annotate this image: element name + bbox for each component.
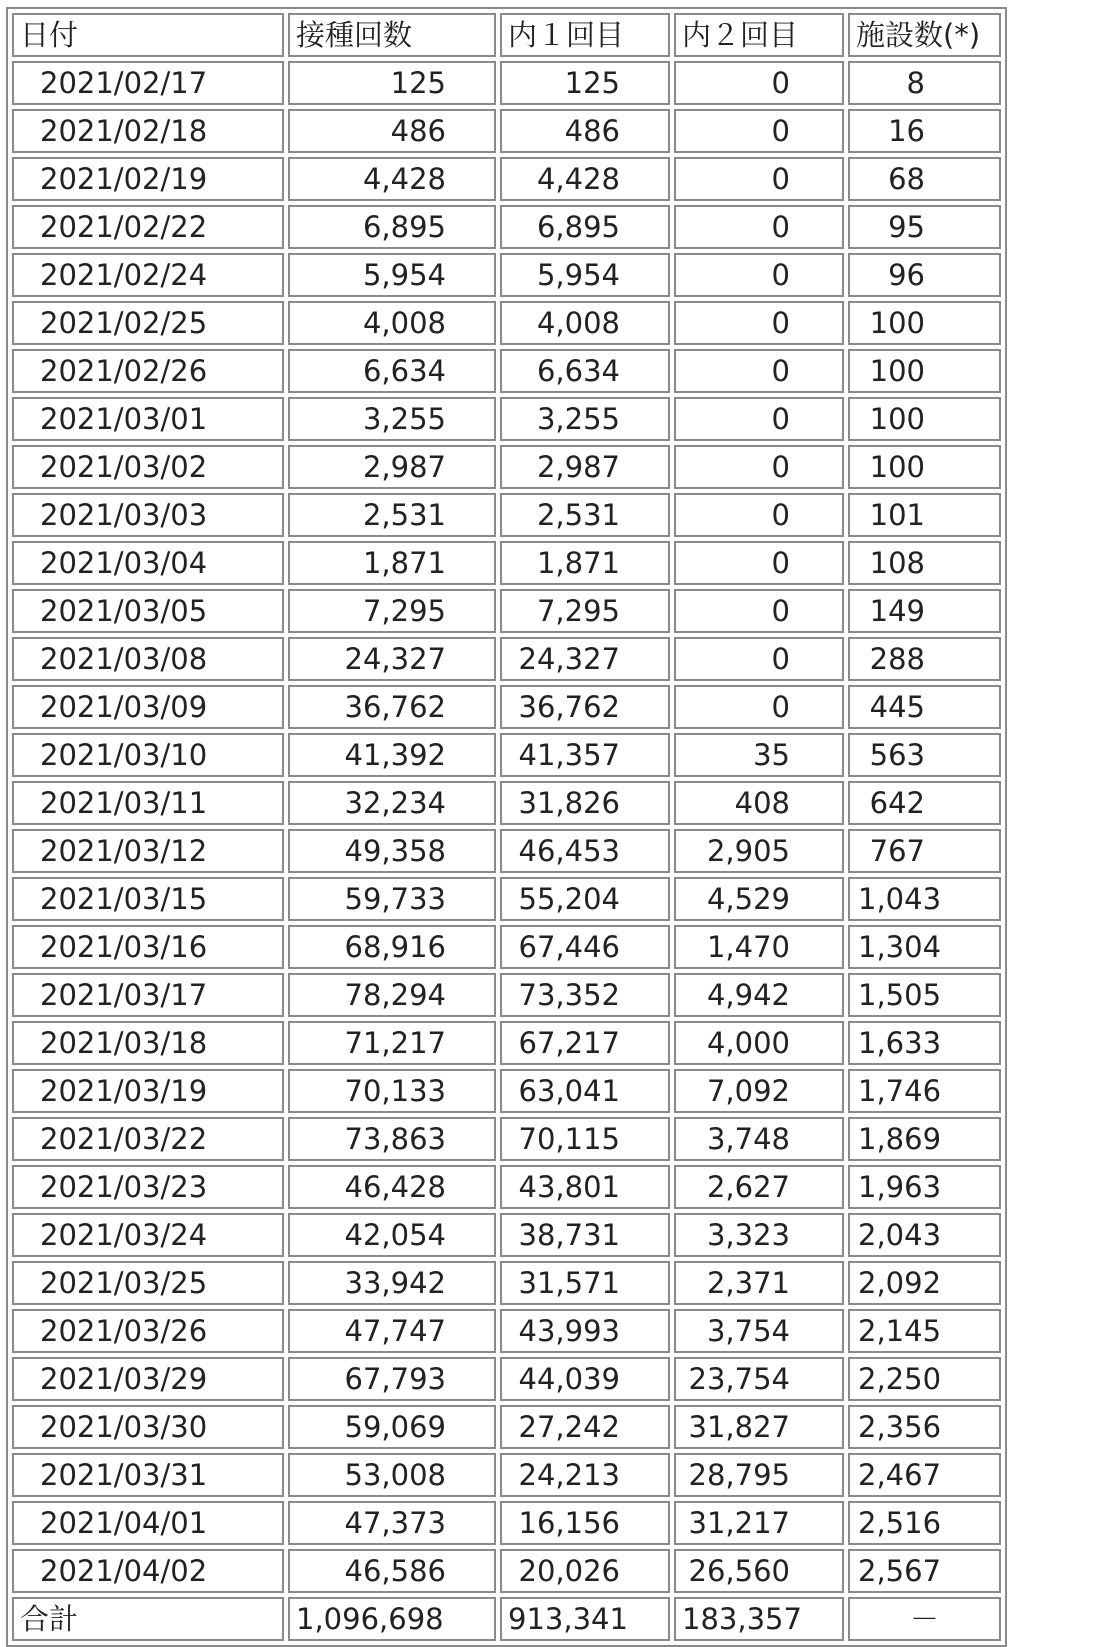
- second-dose-cell: 0: [674, 589, 844, 633]
- second-dose-cell: 0: [674, 493, 844, 537]
- facilities-cell: 2,145: [848, 1309, 1001, 1353]
- second-dose-cell: 26,560: [674, 1549, 844, 1593]
- facilities-cell: 2,250: [848, 1357, 1001, 1401]
- facilities-cell: 1,746: [848, 1069, 1001, 1113]
- total-label: 合計: [12, 1597, 284, 1641]
- header-second-dose: 内２回目: [674, 13, 844, 57]
- date-cell: 2021/03/26: [12, 1309, 284, 1353]
- table-row: [12, 397, 1001, 441]
- first-dose-cell: 24,213: [500, 1453, 670, 1497]
- total-doses-cell: 3,255: [288, 397, 496, 441]
- second-dose-cell: 0: [674, 109, 844, 153]
- date-cell: 2021/03/22: [12, 1117, 284, 1161]
- second-dose-cell: 0: [674, 349, 844, 393]
- table-row: [12, 685, 1001, 729]
- facilities-cell: 100: [848, 397, 1001, 441]
- table-row: [12, 1069, 1001, 1113]
- total-doses-cell: 59,733: [288, 877, 496, 921]
- table-row: [12, 493, 1001, 537]
- first-dose-cell: 125: [500, 61, 670, 105]
- total-doses-cell: 2,531: [288, 493, 496, 537]
- first-dose-cell: 55,204: [500, 877, 670, 921]
- table-row: [12, 1165, 1001, 1209]
- total-doses-cell: 33,942: [288, 1261, 496, 1305]
- total-doses-cell: 46,428: [288, 1165, 496, 1209]
- date-cell: 2021/03/24: [12, 1213, 284, 1257]
- date-cell: 2021/03/01: [12, 397, 284, 441]
- table-row: [12, 925, 1001, 969]
- first-dose-cell: 3,255: [500, 397, 670, 441]
- date-cell: 2021/02/19: [12, 157, 284, 201]
- second-dose-cell: 2,627: [674, 1165, 844, 1209]
- date-cell: 2021/03/12: [12, 829, 284, 873]
- table-row: [12, 1357, 1001, 1401]
- table-body: [12, 13, 1001, 1641]
- first-dose-cell: 73,352: [500, 973, 670, 1017]
- date-cell: 2021/03/11: [12, 781, 284, 825]
- first-dose-cell: 70,115: [500, 1117, 670, 1161]
- table-row: [12, 445, 1001, 489]
- facilities-cell: 445: [848, 685, 1001, 729]
- total-doses-cell: 42,054: [288, 1213, 496, 1257]
- total-doses-cell: 59,069: [288, 1405, 496, 1449]
- date-cell: 2021/03/16: [12, 925, 284, 969]
- first-dose-cell: 44,039: [500, 1357, 670, 1401]
- second-dose-cell: 4,000: [674, 1021, 844, 1065]
- facilities-cell: 1,963: [848, 1165, 1001, 1209]
- date-cell: 2021/03/31: [12, 1453, 284, 1497]
- table-row: [12, 205, 1001, 249]
- second-dose-cell: 0: [674, 205, 844, 249]
- second-dose-cell: 35: [674, 733, 844, 777]
- facilities-cell: 100: [848, 349, 1001, 393]
- total-doses-cell: 78,294: [288, 973, 496, 1017]
- second-dose-cell: 4,529: [674, 877, 844, 921]
- total-doses-cell: 2,987: [288, 445, 496, 489]
- facilities-cell: 2,467: [848, 1453, 1001, 1497]
- first-dose-cell: 67,217: [500, 1021, 670, 1065]
- total-doses-cell: 36,762: [288, 685, 496, 729]
- table-row: [12, 1213, 1001, 1257]
- facilities-cell: 2,567: [848, 1549, 1001, 1593]
- first-dose-cell: 67,446: [500, 925, 670, 969]
- vaccination-table: [6, 7, 1007, 1647]
- facilities-cell: 1,043: [848, 877, 1001, 921]
- first-dose-cell: 43,993: [500, 1309, 670, 1353]
- total-doses-cell: 6,895: [288, 205, 496, 249]
- first-dose-cell: 6,895: [500, 205, 670, 249]
- table-row: [12, 973, 1001, 1017]
- date-cell: 2021/02/24: [12, 253, 284, 297]
- header-facilities: 施設数(*): [848, 13, 1001, 57]
- date-cell: 2021/03/17: [12, 973, 284, 1017]
- table-row: [12, 781, 1001, 825]
- second-dose-cell: 0: [674, 685, 844, 729]
- first-dose-sum: 913,341: [500, 1597, 670, 1641]
- second-dose-cell: 1,470: [674, 925, 844, 969]
- table-row: [12, 1117, 1001, 1161]
- table-row: [12, 733, 1001, 777]
- table-row: [12, 1261, 1001, 1305]
- facilities-cell: 1,869: [848, 1117, 1001, 1161]
- second-dose-cell: 0: [674, 637, 844, 681]
- first-dose-cell: 6,634: [500, 349, 670, 393]
- first-dose-cell: 41,357: [500, 733, 670, 777]
- table-row: [12, 589, 1001, 633]
- first-dose-cell: 7,295: [500, 589, 670, 633]
- date-cell: 2021/03/30: [12, 1405, 284, 1449]
- date-cell: 2021/04/02: [12, 1549, 284, 1593]
- date-cell: 2021/03/18: [12, 1021, 284, 1065]
- facilities-cell: 563: [848, 733, 1001, 777]
- facilities-cell: 101: [848, 493, 1001, 537]
- date-cell: 2021/03/09: [12, 685, 284, 729]
- facilities-cell: 1,633: [848, 1021, 1001, 1065]
- table-row: [12, 157, 1001, 201]
- second-dose-cell: 3,754: [674, 1309, 844, 1353]
- second-dose-cell: 3,748: [674, 1117, 844, 1161]
- facilities-cell: 8: [848, 61, 1001, 105]
- facilities-cell: 16: [848, 109, 1001, 153]
- first-dose-cell: 31,826: [500, 781, 670, 825]
- second-dose-cell: 0: [674, 445, 844, 489]
- total-doses-sum: 1,096,698: [288, 1597, 496, 1641]
- table-row: [12, 637, 1001, 681]
- facilities-cell: 95: [848, 205, 1001, 249]
- first-dose-cell: 27,242: [500, 1405, 670, 1449]
- first-dose-cell: 4,428: [500, 157, 670, 201]
- total-doses-cell: 73,863: [288, 1117, 496, 1161]
- total-doses-cell: 6,634: [288, 349, 496, 393]
- date-cell: 2021/03/05: [12, 589, 284, 633]
- second-dose-cell: 0: [674, 541, 844, 585]
- header-date: 日付: [12, 13, 284, 57]
- total-doses-cell: 47,373: [288, 1501, 496, 1545]
- first-dose-cell: 16,156: [500, 1501, 670, 1545]
- facilities-cell: 1,505: [848, 973, 1001, 1017]
- total-doses-cell: 47,747: [288, 1309, 496, 1353]
- facilities-cell: 767: [848, 829, 1001, 873]
- date-cell: 2021/02/18: [12, 109, 284, 153]
- total-doses-cell: 486: [288, 109, 496, 153]
- facilities-cell: 642: [848, 781, 1001, 825]
- date-cell: 2021/03/04: [12, 541, 284, 585]
- date-cell: 2021/03/03: [12, 493, 284, 537]
- second-dose-cell: 0: [674, 253, 844, 297]
- table-row: [12, 253, 1001, 297]
- total-doses-cell: 71,217: [288, 1021, 496, 1065]
- table-row: [12, 1309, 1001, 1353]
- total-doses-cell: 46,586: [288, 1549, 496, 1593]
- second-dose-cell: 0: [674, 301, 844, 345]
- table-row: [12, 61, 1001, 105]
- facilities-cell: 68: [848, 157, 1001, 201]
- second-dose-cell: 0: [674, 397, 844, 441]
- second-dose-sum: 183,357: [674, 1597, 844, 1641]
- header-total-doses: 接種回数: [288, 13, 496, 57]
- facilities-cell: 108: [848, 541, 1001, 585]
- table-row: [12, 829, 1001, 873]
- table-row: [12, 1501, 1001, 1545]
- second-dose-cell: 23,754: [674, 1357, 844, 1401]
- second-dose-cell: 0: [674, 61, 844, 105]
- total-doses-cell: 24,327: [288, 637, 496, 681]
- first-dose-cell: 486: [500, 109, 670, 153]
- total-doses-cell: 7,295: [288, 589, 496, 633]
- facilities-cell: 2,092: [848, 1261, 1001, 1305]
- facilities-cell: 96: [848, 253, 1001, 297]
- second-dose-cell: 2,905: [674, 829, 844, 873]
- first-dose-cell: 1,871: [500, 541, 670, 585]
- table-row: [12, 541, 1001, 585]
- total-doses-cell: 4,008: [288, 301, 496, 345]
- facilities-cell: 2,356: [848, 1405, 1001, 1449]
- total-doses-cell: 125: [288, 61, 496, 105]
- first-dose-cell: 5,954: [500, 253, 670, 297]
- first-dose-cell: 2,987: [500, 445, 670, 489]
- table-container: [6, 7, 1007, 1647]
- first-dose-cell: 46,453: [500, 829, 670, 873]
- second-dose-cell: 4,942: [674, 973, 844, 1017]
- total-doses-cell: 41,392: [288, 733, 496, 777]
- facilities-cell: 100: [848, 301, 1001, 345]
- facilities-cell: 149: [848, 589, 1001, 633]
- table-row: [12, 877, 1001, 921]
- total-doses-cell: 70,133: [288, 1069, 496, 1113]
- first-dose-cell: 63,041: [500, 1069, 670, 1113]
- first-dose-cell: 24,327: [500, 637, 670, 681]
- date-cell: 2021/03/02: [12, 445, 284, 489]
- second-dose-cell: 408: [674, 781, 844, 825]
- header-row: [12, 13, 1001, 57]
- total-doses-cell: 68,916: [288, 925, 496, 969]
- table-row: [12, 301, 1001, 345]
- date-cell: 2021/02/22: [12, 205, 284, 249]
- first-dose-cell: 43,801: [500, 1165, 670, 1209]
- first-dose-cell: 2,531: [500, 493, 670, 537]
- facilities-cell: 288: [848, 637, 1001, 681]
- total-doses-cell: 4,428: [288, 157, 496, 201]
- second-dose-cell: 31,827: [674, 1405, 844, 1449]
- facilities-cell: 100: [848, 445, 1001, 489]
- date-cell: 2021/02/25: [12, 301, 284, 345]
- first-dose-cell: 4,008: [500, 301, 670, 345]
- total-doses-cell: 67,793: [288, 1357, 496, 1401]
- date-cell: 2021/04/01: [12, 1501, 284, 1545]
- facilities-cell: 2,043: [848, 1213, 1001, 1257]
- table-row: [12, 1453, 1001, 1497]
- second-dose-cell: 7,092: [674, 1069, 844, 1113]
- date-cell: 2021/03/23: [12, 1165, 284, 1209]
- facilities-sum: －: [848, 1597, 1001, 1641]
- date-cell: 2021/03/25: [12, 1261, 284, 1305]
- date-cell: 2021/03/29: [12, 1357, 284, 1401]
- date-cell: 2021/03/15: [12, 877, 284, 921]
- date-cell: 2021/02/17: [12, 61, 284, 105]
- second-dose-cell: 2,371: [674, 1261, 844, 1305]
- date-cell: 2021/03/08: [12, 637, 284, 681]
- first-dose-cell: 38,731: [500, 1213, 670, 1257]
- total-doses-cell: 5,954: [288, 253, 496, 297]
- first-dose-cell: 36,762: [500, 685, 670, 729]
- first-dose-cell: 31,571: [500, 1261, 670, 1305]
- table-row: [12, 1549, 1001, 1593]
- header-first-dose: 内１回目: [500, 13, 670, 57]
- second-dose-cell: 3,323: [674, 1213, 844, 1257]
- table-row: [12, 349, 1001, 393]
- total-row: [12, 1597, 1001, 1641]
- facilities-cell: 1,304: [848, 925, 1001, 969]
- date-cell: 2021/03/10: [12, 733, 284, 777]
- total-doses-cell: 32,234: [288, 781, 496, 825]
- date-cell: 2021/03/19: [12, 1069, 284, 1113]
- second-dose-cell: 28,795: [674, 1453, 844, 1497]
- total-doses-cell: 53,008: [288, 1453, 496, 1497]
- total-doses-cell: 1,871: [288, 541, 496, 585]
- second-dose-cell: 31,217: [674, 1501, 844, 1545]
- date-cell: 2021/02/26: [12, 349, 284, 393]
- table-row: [12, 1021, 1001, 1065]
- table-row: [12, 109, 1001, 153]
- total-doses-cell: 49,358: [288, 829, 496, 873]
- second-dose-cell: 0: [674, 157, 844, 201]
- table-row: [12, 1405, 1001, 1449]
- first-dose-cell: 20,026: [500, 1549, 670, 1593]
- facilities-cell: 2,516: [848, 1501, 1001, 1545]
